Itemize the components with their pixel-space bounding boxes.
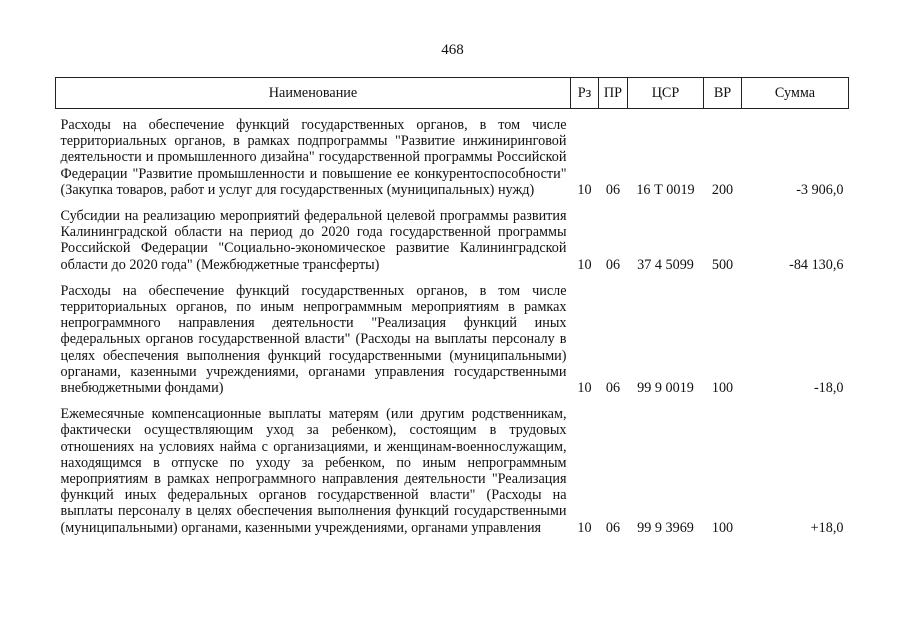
row-rz: 10 xyxy=(577,256,592,273)
header-csr: ЦСР xyxy=(628,78,704,109)
row-sum: +18,0 xyxy=(810,519,844,536)
row-rz: 10 xyxy=(577,380,592,397)
row-name: Субсидии на реализацию мероприятий федеральной целевой программы развития Калининградской области на период до 2020 года государственной программы Российской Федерации "Социально-экономическое развитие Калининградской области до 2020 года" (Межбюджетные трансферты) xyxy=(60,208,567,273)
header-name: Наименование xyxy=(56,78,571,109)
row-csr: 16 Т 0019 xyxy=(636,181,695,198)
row-name: Расходы на обеспечение функций государственных органов, в том числе территориальных органов, в рамках подпрограммы "Развитие инжиниринговой деятельности и промышленного дизайна" государственной программы Российской Федерации "Развитие промышленности и повышение ее конкурентоспособности" (Закупка товаров, работ и услуг для государственных (муниципальных) нужд) xyxy=(60,117,567,198)
header-sum: Сумма xyxy=(742,78,849,109)
table-row xyxy=(56,398,849,538)
row-csr: 37 4 5099 xyxy=(637,256,694,273)
row-pr: 06 xyxy=(605,256,621,273)
row-rz: 10 xyxy=(577,519,592,536)
row-pr: 06 xyxy=(605,380,621,397)
row-vr: 100 xyxy=(711,519,734,536)
header-rz: Рз xyxy=(571,78,599,109)
row-sum: -3 906,0 xyxy=(796,181,844,198)
row-pr: 06 xyxy=(605,519,621,536)
budget-table xyxy=(55,77,849,538)
table-header xyxy=(56,78,849,109)
row-csr: 99 9 0019 xyxy=(637,380,694,397)
row-vr: 200 xyxy=(711,181,734,198)
table-body xyxy=(56,109,849,538)
row-name: Ежемесячные компенсационные выплаты матерям (или другим родственникам, фактически осуществляющим уход за ребенком), состоящим в трудовых отношениях на условиях найма с организациями, и женщинам-военнослужащим, находящимся в отпуске по уходу за ребенком, по иным непрограммным мероприятиям в рамках непрограммного направления деятельности "Реализация функций иных федеральных органов государственной власти" (Расходы на выплаты персоналу в целях обеспечения выполнения функций государственными (муниципальными) органами, казенными учреждениями, органами управления xyxy=(60,406,567,536)
table-row xyxy=(56,109,849,201)
header-row xyxy=(56,78,849,109)
row-name: Расходы на обеспечение функций государственных органов, в том числе территориальных органов, по иным непрограммным мероприятиям в рамках непрограммного направления деятельности "Реализация функций иных федеральных органов государственной власти" (Расходы на выплаты персоналу в целях обеспечения выполнения функций государственными (муниципальными) органами, казенными учреждениями, органами управления государственными внебюджетными фондами) xyxy=(60,282,567,397)
row-sum: -84 130,6 xyxy=(789,256,844,273)
row-vr: 100 xyxy=(711,380,734,397)
row-pr: 06 xyxy=(605,181,621,198)
page-number: 468 xyxy=(441,42,464,58)
row-vr: 500 xyxy=(711,256,734,273)
row-rz: 10 xyxy=(577,181,592,198)
table-row xyxy=(56,200,849,275)
header-pr: ПР xyxy=(599,78,628,109)
header-vr: ВР xyxy=(704,78,742,109)
row-csr: 99 9 3969 xyxy=(637,519,694,536)
row-sum: -18,0 xyxy=(813,380,844,397)
table-row xyxy=(56,275,849,398)
